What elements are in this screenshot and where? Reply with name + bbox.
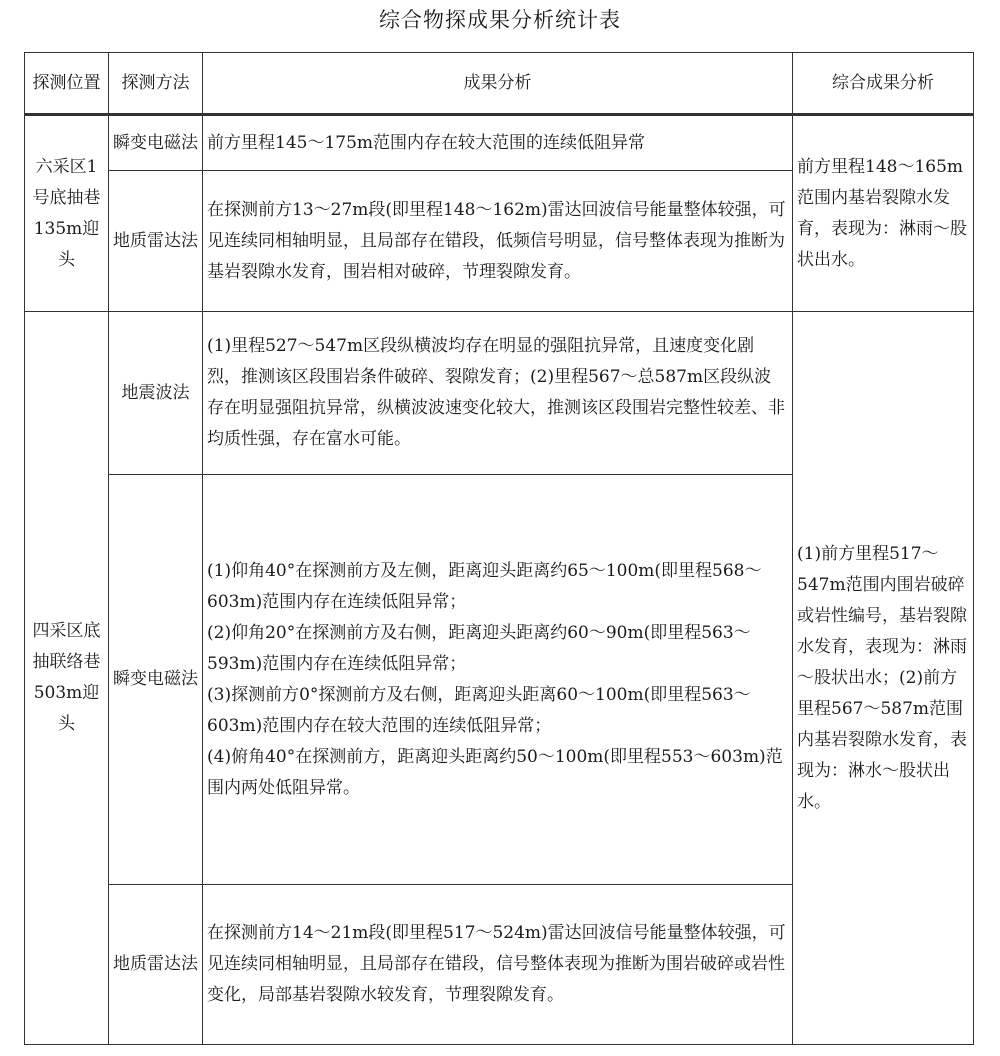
result-line: 在探测前方13～27m段(即里程148～162m)雷达回波信号能量整体较强，可见连续同相轴明显，且局部存在错段，低频信号明显，信号整体表现为推断为基岩裂隙水发育，围岩相对破碎，节理裂隙发育。 [207,199,786,282]
location-cell: 六采区1号底抽巷135m迎头 [25,115,109,312]
table-header-row [25,53,974,115]
result-cell [203,475,793,885]
result-line: 在探测前方14～21m段(即里程517～524m)雷达回波信号能量整体较强，可见连续同相轴明显，且局部存在错段，信号整体表现为推断为围岩破碎或岩性变化，局部基岩裂隙水较发育，节理裂隙发育。 [207,923,786,1005]
result-line: (1)仰角40°在探测前方及左侧，距离迎头距离约65～100m(即里程568～603m)范围内存在连续低阻异常； [207,560,762,612]
method-cell: 瞬变电磁法 [109,475,203,885]
result-line: (1)里程527～547m区段纵横波均存在明显的强阻抗异常，且速度变化剧烈，推测该区段围岩条件破碎、裂隙发育；(2)里程567～总587m区段纵波存在明显强阻抗异常，纵横波波速变化较大，推测该区段围岩完整性较差、非均质性强，存在富水可能。 [207,336,785,449]
method-cell: 地质雷达法 [109,171,203,312]
result-cell [203,171,793,312]
result-cell [203,115,793,171]
header-result: 成果分析 [203,53,793,115]
header-location: 探测位置 [25,53,109,115]
method-cell: 地质雷达法 [109,885,203,1045]
header-method: 探测方法 [109,53,203,115]
header-summary: 综合成果分析 [793,53,974,115]
result-line: (2)仰角20°在探测前方及右侧，距离迎头距离约60～90m(即里程563～593m)范围内存在连续低阻异常； [207,622,751,674]
method-cell: 地震波法 [109,312,203,475]
method-cell: 瞬变电磁法 [109,115,203,171]
summary-cell: (1)前方里程517～547m范围内围岩破碎或岩性编号，基岩裂隙水发育，表现为：淋雨～股状出水；(2)前方里程567～587m范围内基岩裂隙水发育，表现为：淋水～股状出水。 [793,312,974,1045]
result-cell [203,885,793,1045]
results-table [24,52,974,1045]
table-row [25,312,974,475]
result-line: (4)俯角40°在探测前方，距离迎头距离约50～100m(即里程553～603m)范围内两处低阻异常。 [207,746,783,798]
result-line: 前方里程145～175m范围内存在较大范围的连续低阻异常 [207,132,646,153]
result-cell [203,312,793,475]
result-line: (3)探测前方0°探测前方及右侧，距离迎头距离60～100m(即里程563～603m)范围内存在较大范围的连续低阻异常； [207,684,751,736]
page-title: 综合物探成果分析统计表 [379,8,621,32]
table-row [25,115,974,171]
summary-cell: 前方里程148～165m范围内基岩裂隙水发育，表现为：淋雨～股状出水。 [793,115,974,312]
location-cell: 四采区底抽联络巷503m迎头 [25,312,109,1045]
